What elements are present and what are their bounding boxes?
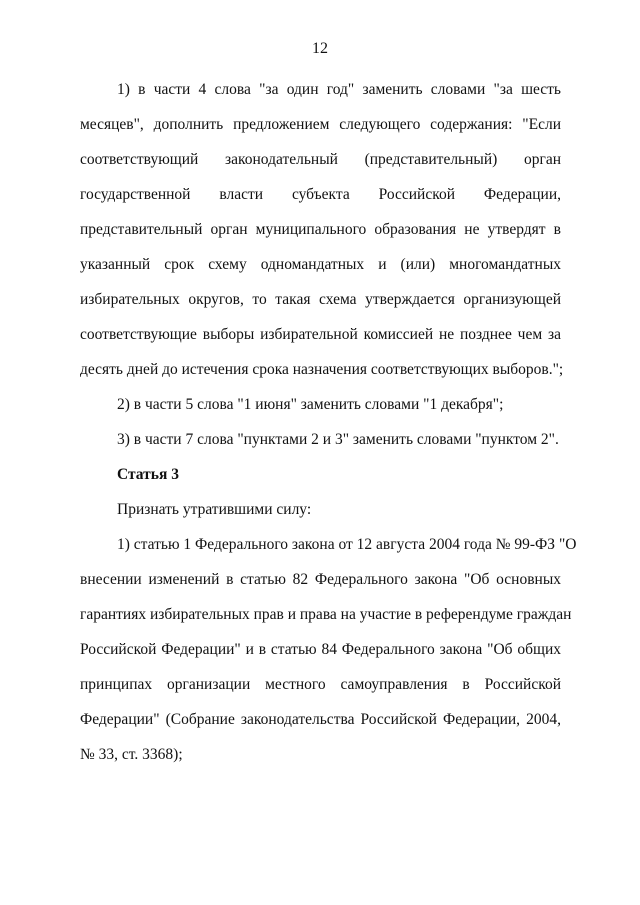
paragraph-line: принципах организации местного самоуправления в Российской xyxy=(80,676,561,693)
paragraph-line: Федерации" (Собрание законодательства Российской Федерации, 2004, xyxy=(80,711,561,728)
paragraph-line: месяцев", дополнить предложением следующего содержания: "Если xyxy=(80,116,561,133)
paragraph-line: 1) в части 4 слова "за один год" заменить словами "за шесть xyxy=(117,81,561,98)
paragraph-line: 2) в части 5 слова "1 июня" заменить словами "1 декабря"; xyxy=(117,396,504,413)
paragraph-line: государственной власти субъекта Российской Федерации, xyxy=(80,186,561,203)
paragraph-line: № 33, ст. 3368); xyxy=(80,746,183,763)
paragraph-line: избирательных округов, то такая схема утверждается организующей xyxy=(80,291,561,308)
paragraph-line: гарантиях избирательных прав и права на участие в референдуме граждан xyxy=(80,606,572,623)
paragraph-line: 1) статью 1 Федерального закона от 12 августа 2004 года № 99-ФЗ "О xyxy=(117,536,577,553)
paragraph-line: внесении изменений в статью 82 Федерального закона "Об основных xyxy=(80,571,561,588)
paragraph-line: 3) в части 7 слова "пунктами 2 и 3" заменить словами "пунктом 2". xyxy=(117,431,559,448)
paragraph-line: соответствующие выборы избирательной комиссией не позднее чем за xyxy=(80,326,561,343)
paragraph-line: Российской Федерации" и в статью 84 Федерального закона "Об общих xyxy=(80,641,561,658)
paragraph-line: указанный срок схему одномандатных и (или) многомандатных xyxy=(80,256,561,273)
page-number: 12 xyxy=(312,40,328,57)
paragraph-line: соответствующий законодательный (представительный) орган xyxy=(80,151,561,168)
paragraph-line: десять дней до истечения срока назначения соответствующих выборов."; xyxy=(80,361,564,378)
paragraph-line: Признать утратившими силу: xyxy=(117,501,312,518)
paragraph-line: представительный орган муниципального образования не утвердят в xyxy=(80,221,561,238)
article-heading: Статья 3 xyxy=(117,466,179,483)
